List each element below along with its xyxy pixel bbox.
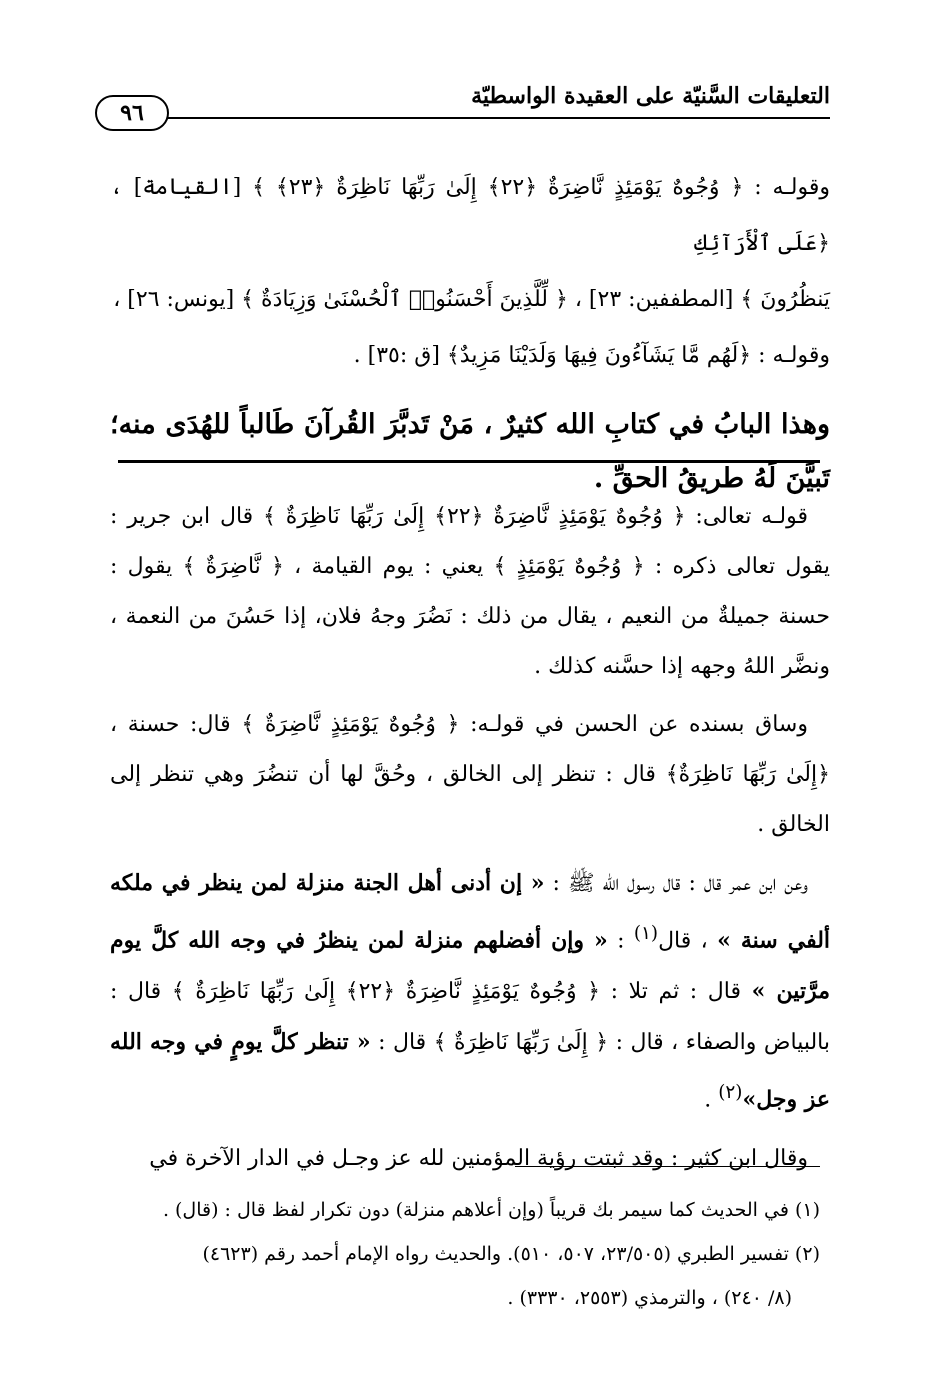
section-divider bbox=[118, 460, 820, 463]
hadith-intro: وعن ابن عمر قال : قال رسول الله ﷺ : bbox=[544, 871, 808, 896]
hadith-quote-3: « تنظر كلَّ يومٍ في وجه الله عز وجل» bbox=[110, 1029, 830, 1113]
running-header bbox=[95, 75, 830, 133]
verses-line-1: وقولـه : ﴿ وُجُوهٌ يَوْمَئِذٍ نَّاضِرَةٌ ﴿٢٢﴾ إِلَىٰ رَبِّهَا نَاظِرَةٌ ﴿٢٣﴾ ﴾ [القيامة] ، ﴿عَلَى ٱلْأَرَآئِكِ bbox=[110, 175, 830, 256]
hadith-quote-2: « وإن أفضلهم منزلة لمن ينظرُ في وجه الله كلَّ يوم مرَّتين » bbox=[110, 927, 830, 1005]
footnote-rule bbox=[515, 1166, 820, 1167]
commentary bbox=[110, 492, 830, 1192]
commentary-paragraph-1: قولـه تعالى: ﴿ وُجُوهٌ يَوْمَئِذٍ نَّاضِرَةٌ ﴿٢٢﴾ إِلَىٰ رَبِّهَا نَاظِرَةٌ ﴾ قال ابن جرير : يقول تعالى ذكره : ﴿ وُجُوهٌ يَوْمَئِذٍ ﴾ يعني : يوم القيامة ، ﴿ نَّاضِرَةٌ ﴾ يقول : حسنة جميلةٌ من النعيم ، يقال من ذلك : نَضُرَ وجهُ فلان، إذا حَسُنَ من النعمة ، ونضَّر اللهُ وجهه إذا حسَّنه كذلك . bbox=[110, 504, 830, 679]
commentary-paragraph-4: وقال ابن كثير : وقد ثبتت رؤية المؤمنين لله عز وجـل في الدار الآخرة في bbox=[149, 1145, 808, 1171]
hadith-text: ، قال bbox=[658, 928, 718, 954]
main-text bbox=[110, 160, 830, 506]
page-number: ٩٦ bbox=[95, 95, 169, 131]
commentary-paragraph-3 bbox=[110, 858, 830, 1126]
footnote-2-continued: (٨/ ٢٤٠) ، والترمذي (٢٥٥٣، ٣٣٣٠) . bbox=[507, 1287, 792, 1309]
footnote-1: (١) في الحديث كما سيمر بك قريباً (وإن أعلاهم منزلة) دون تكرار لفظ قال : (قال) . bbox=[162, 1199, 820, 1221]
header-title: التعليقات السَّنيّة على العقيدة الواسطيّة bbox=[471, 83, 830, 109]
verses-line-2: يَنظُرُونَ ﴾ [المطففين: ٢٣] ، ﴿ لِّلَّذِينَ أَحْسَنُوا۟ ٱلْحُسْنَىٰ وَزِيَادَةٌ ﴾ [يونس: ٢٦] ، bbox=[113, 287, 830, 312]
hadith-text: قال : ثم تلا : ﴿ وُجُوهٌ يَوْمَئِذٍ نَّاضِرَةٌ ﴿٢٢﴾ إِلَىٰ رَبِّهَا نَاظِرَةٌ ﴾ قال : بالبياض والصفاء ، قال : ﴿ إِلَىٰ رَبِّهَا نَاظِرَةٌ ﴾ قال : bbox=[110, 979, 831, 1056]
header-rule bbox=[165, 117, 830, 119]
footnote-ref-1[interactable]: (١) bbox=[633, 923, 659, 944]
hadith-text: : bbox=[607, 928, 634, 954]
hadith-quote-1: « إن أدنى أهل الجنة منزلة لمن ينظر في ملكه ألفي سنة » bbox=[110, 870, 831, 954]
footnote-2: (٢) تفسير الطبري (٢٣/٥٠٥، ٥٠٧، ٥١٠). والحديث رواه الإمام أحمد رقم (٤٦٢٣) bbox=[202, 1243, 820, 1265]
commentary-paragraph-2: وساق بسنده عن الحسن في قولـه: ﴿ وُجُوهٌ يَوْمَئِذٍ نَّاضِرَةٌ ﴾ قال: حسنة ، ﴿إِلَىٰ رَبِّهَا نَاظِرَةٌ﴾ قال : تنظر إلى الخالق ، وحُقَّ لها أن تنضُرَ وهي تنظر إلى الخالق . bbox=[110, 712, 830, 837]
main-paragraph: وهذا البابُ في كتابِ الله كثيرٌ ، مَنْ تَدبَّرَ القُرآنَ طَالباً للهُدَى منه؛ تَبيَّنَ لَهُ طريقُ الحقِّ . bbox=[110, 409, 830, 494]
footnotes bbox=[110, 1188, 820, 1320]
hadith-text: . bbox=[704, 1087, 719, 1113]
footnote-ref-2[interactable]: (٢) bbox=[718, 1082, 743, 1104]
verses-line-3: وقولـه : ﴿لَهُم مَّا يَشَآءُونَ فِيهَا وَلَدَيْنَا مَزِيدٌ﴾ [ق :٣٥] . bbox=[353, 343, 830, 368]
